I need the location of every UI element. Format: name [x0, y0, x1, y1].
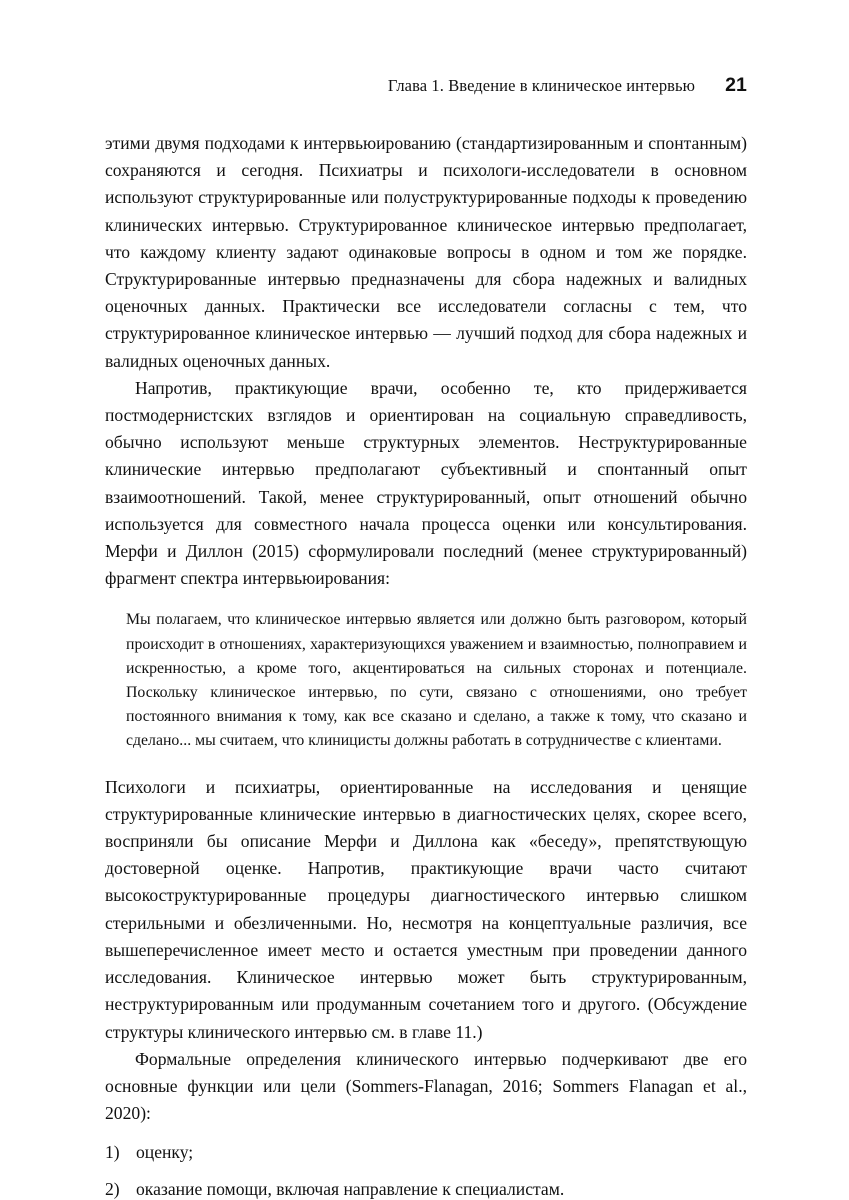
- list-text-2: оказание помощи, включая направление к специалистам.: [136, 1178, 565, 1199]
- paragraph-psychologists-view: Психологи и психиатры, ориентированные на исследования и ценящие структурированные клинические интервью в диагностических целях, скорее всего, восприняли бы описание Мерфи и Диллона как «беседу», препятствующую достоверной оценке. Напротив, практикующие врачи часто считают высокоструктурированные процедуры диагностического интервью слишком стерильными и обезличенными. Но, несмотря на концептуальные различия, все вышеперечисленное имеет место и остается уместным при проведении данного исследования. Клиническое интервью может быть структурированным, неструктурированным или продуманным сочетанием того и другого. (Обсуждение структуры клинического интервью см. в главе 11.): [105, 776, 747, 1042]
- list-text-1: оценку;: [136, 1142, 194, 1163]
- numbered-list: [105, 1139, 747, 1200]
- paragraph-continuation: этими двумя подходами к интервьюированию (стандартизированным и спонтанным) сохраняются и сегодня. Психиатры и психологи-исследователи в основном используют структурированные или полуструктурированные подходы к проведению клинических интервью. Структурированное клиническое интервью предполагает, что каждому клиенту задают одинаковые вопросы в одном и том же порядке. Структурированные интервью предназначены для сбора надежных и валидных оценочных данных. Практически все исследователи согласны с тем, что структурированное клиническое интервью — лучший подход для сбора надежных и валидных оценочных данных.: [105, 133, 747, 371]
- paragraph-formal-definitions: Формальные определения клинического интервью подчеркивают две его основные функции или цели (Sommers-Flanagan, 2016; Sommers Flanagan et al., 2020):: [105, 1048, 747, 1124]
- paragraph-unstructured-approach: Напротив, практикующие врачи, особенно те, кто придерживается постмодернистских взглядов и ориентирован на социальную справедливость, обычно используют меньше структурных элементов. Неструктурированные клинические интервью предполагают субъективный и спонтанный опыт взаимоотношений. Такой, менее структурированный, опыт отношений обычно используется для совместного начала процесса оценки или консультирования. Мерфи и Диллон (2015) сформулировали последний (менее структурированный) фрагмент спектра интервьюирования:: [105, 377, 747, 589]
- page-header: [105, 74, 747, 97]
- page-number: 21: [725, 74, 747, 96]
- list-item-helping: [105, 1176, 747, 1200]
- page-body: [105, 130, 747, 1200]
- running-title: Глава 1. Введение в клиническое интервью: [387, 76, 696, 95]
- list-marker-1: 1): [105, 1142, 120, 1163]
- list-marker-2: 2): [105, 1178, 120, 1199]
- list-item-assessment: [105, 1139, 747, 1166]
- block-quote: Мы полагаем, что клиническое интервью является или должно быть разговором, который происходит в отношениях, характеризующихся уважением и взаимностью, полноправием и искренностью, а кроме того, акцентироваться на сильных сторонах и потенциале. Поскольку клиническое интервью, по сути, связано с отношениями, оно требует постоянного внимания к тому, как все сказано и сделано, а также к тому, что сказано и сделано... мы считаем, что клиницисты должны работать в сотрудничестве с клиентами.: [126, 611, 747, 750]
